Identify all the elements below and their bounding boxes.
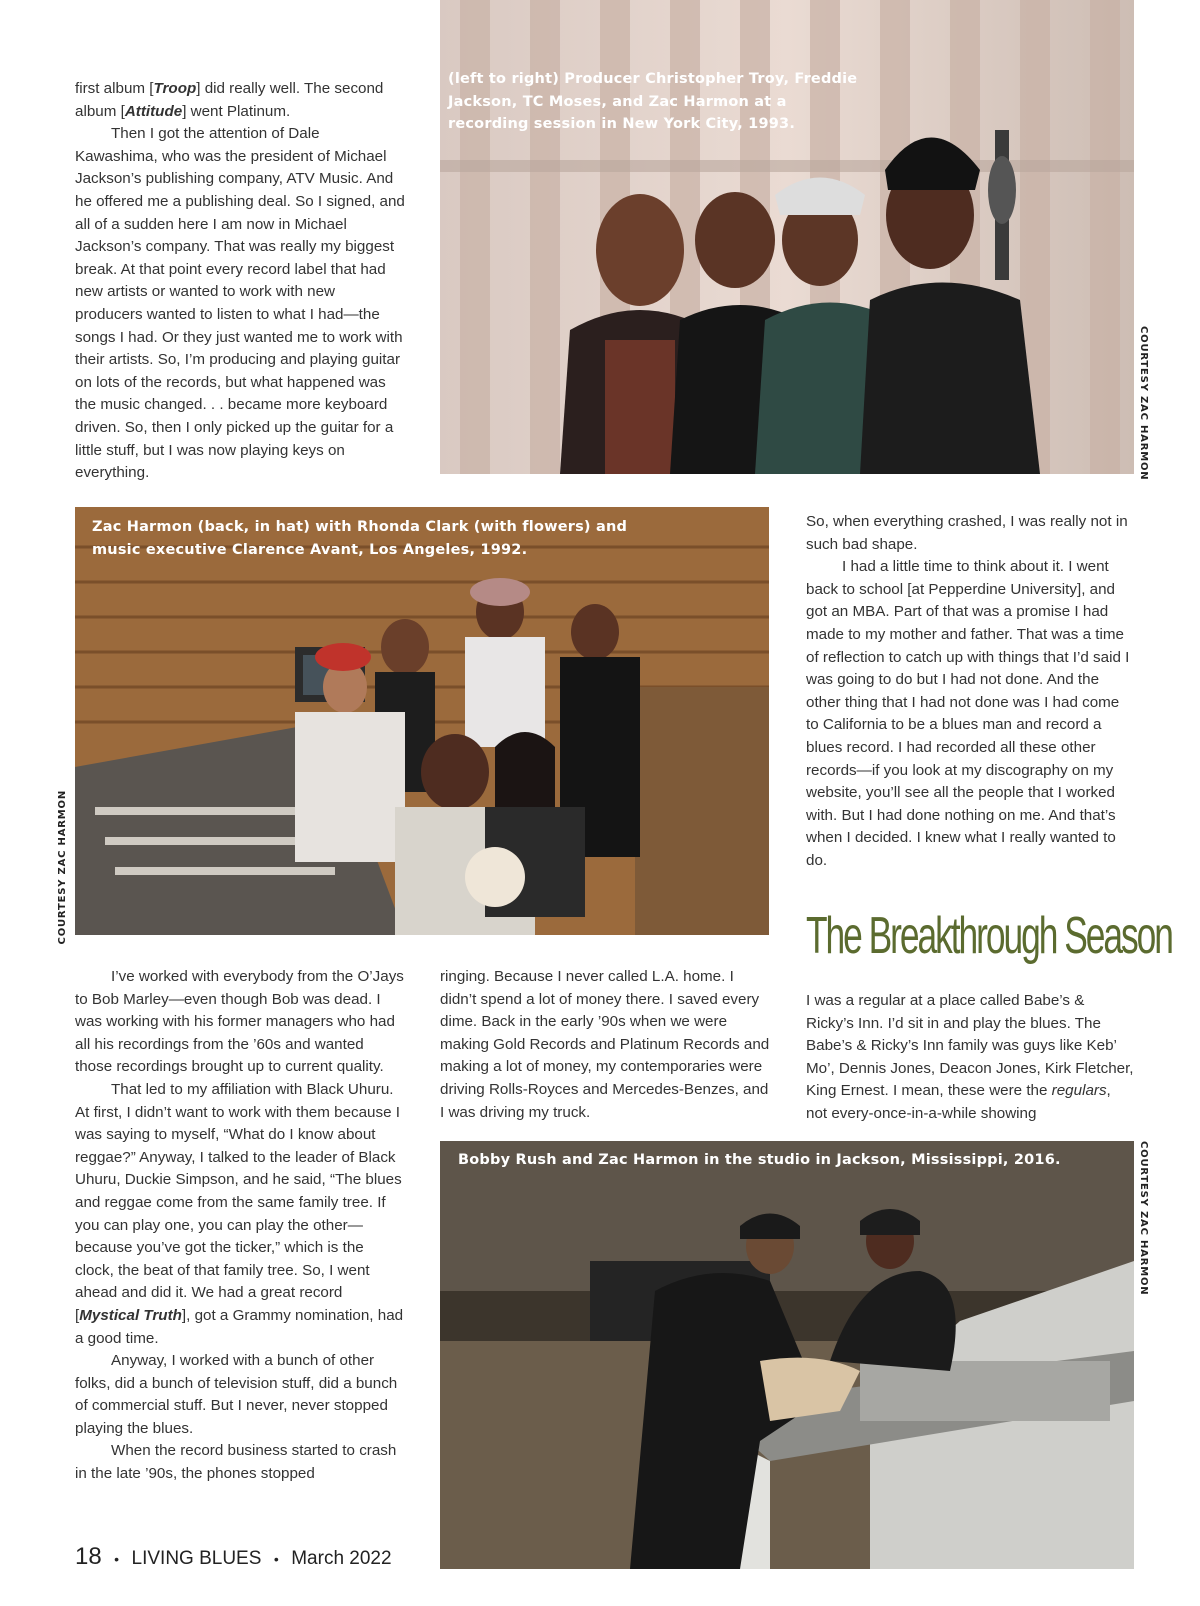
photo-caption-top: (left to right) Producer Christopher Troy, Freddie Jackson, TC Moses, and Zac Harmon at a recording session in New York City, 1993.	[448, 71, 858, 132]
paragraph: I had a little time to think about it. I went back to school [at Pepperdine University], and got an MBA. Part of that was a promise I had made to my mother and father. That was a time of reflection to catch up with things that I’d said I was going to do but I had not done. And the other thing that I had not done was I had come to California to be a blues man and record a blues record. I had recorded all these other records—if you look at my discography on my website, you’ll see all the people that I worked with. But I had done nothing on me. And that’s when I decided. I knew what I really wanted to do.	[806, 558, 1130, 869]
article-column-1-bottom	[75, 966, 405, 1486]
page-number: 18	[75, 1543, 102, 1570]
paragraph: Anyway, I worked with a bunch of other folks, did a bunch of television stuff, did a bunch of commercial stuff. But I never, never stopped playing the blues.	[75, 1352, 398, 1437]
photo-caption-bottom: Bobby Rush and Zac Harmon in the studio in Jackson, Mississippi, 2016.	[458, 1152, 1061, 1168]
magazine-name: LIVING BLUES	[131, 1548, 262, 1569]
paragraph: So, when everything crashed, I was really not in such bad shape.	[806, 513, 1128, 553]
photo-credit-top: COURTESY ZAC HARMON	[1138, 326, 1149, 481]
paragraph: first album [Troop] did really well. The second album [Attitude] went Platinum.	[75, 80, 384, 120]
paragraph: I was a regular at a place called Babe’s & Ricky’s Inn. I’d sit in and play the blues. The Babe’s & Ricky’s Inn family was guys like Keb’ Mo’, Dennis Jones, Deacon Jones, Kirk Fletcher, King Ernest. I mean, these were the regulars, not every-once-in-a-while showing	[806, 992, 1134, 1122]
studio-photo-image-2	[440, 1141, 1134, 1569]
footer-bullet: •	[114, 1551, 120, 1567]
article-column-2-bottom	[440, 966, 770, 1124]
issue-date: March 2022	[291, 1548, 392, 1569]
photo-credit-bottom: COURTESY ZAC HARMON	[1138, 1141, 1149, 1296]
paragraph: When the record business started to crash in the late ’90s, the phones stopped	[75, 1442, 397, 1483]
paragraph: Then I got the attention of Dale Kawashima, who was the president of Michael Jackson’s publishing company, ATV Music. And he offered me a publishing deal. So I signed, and all of a sudden here I am now in Michael Jackson’s company. That was really my biggest break. At that point every record label that had new artists or wanted to work with new producers wanted to listen to what I had—the songs I had. Or they just wanted me to work with their artists. So, I’m producing and playing guitar on lots of the records, but what happened was the music changed. . . became more keyboard driven. So, then I only picked up the guitar for a little stuff, but I was now playing keys on everything.	[75, 125, 405, 482]
article-column-3-top	[806, 511, 1136, 873]
photo-credit-middle: COURTESY ZAC HARMON	[57, 790, 68, 945]
photo-jackson-studio	[440, 1141, 1134, 1569]
paragraph: That led to my affiliation with Black Uhuru. At first, I didn’t want to work with them because I was saying to myself, “What do I know about reggae?” Anyway, I talked to the leader of Black Uhuru, Duckie Simpson, and he said, “The blues and reggae come from the same family tree. If you can play one, you can play the other—because you’ve got the ticker,” which is the clock, the beat of that family tree. So, I went ahead and did it. We had a great record [Mystical Truth], got a Grammy nomination, had a good time.	[75, 1080, 404, 1347]
page-footer	[75, 1543, 392, 1571]
footer-bullet: •	[273, 1551, 279, 1567]
article-column-3-bottom	[806, 990, 1136, 1126]
paragraph: ringing. Because I never called L.A. home. I didn’t spend a lot of money there. I saved every dime. Back in the early ’90s when we were making Gold Records and Platinum Records and making a lot of money, my contemporaries were driving Rolls-Royces and Mercedes-Benzes, and I was driving my truck.	[440, 968, 770, 1121]
photo-los-angeles-group	[75, 507, 769, 935]
section-headline: The Breakthrough Season	[806, 907, 1172, 965]
article-column-1-top	[75, 78, 405, 485]
group-photo-image	[75, 507, 769, 935]
paragraph: I’ve worked with everybody from the O’Jays to Bob Marley—even though Bob was dead. I was working with his former managers who had all his recordings from the ’60s and wanted those recordings brought up to current quality.	[75, 968, 404, 1076]
photo-caption-middle: Zac Harmon (back, in hat) with Rhonda Clark (with flowers) and music executive Clarence Avant, Los Angeles, 1992.	[92, 519, 628, 558]
